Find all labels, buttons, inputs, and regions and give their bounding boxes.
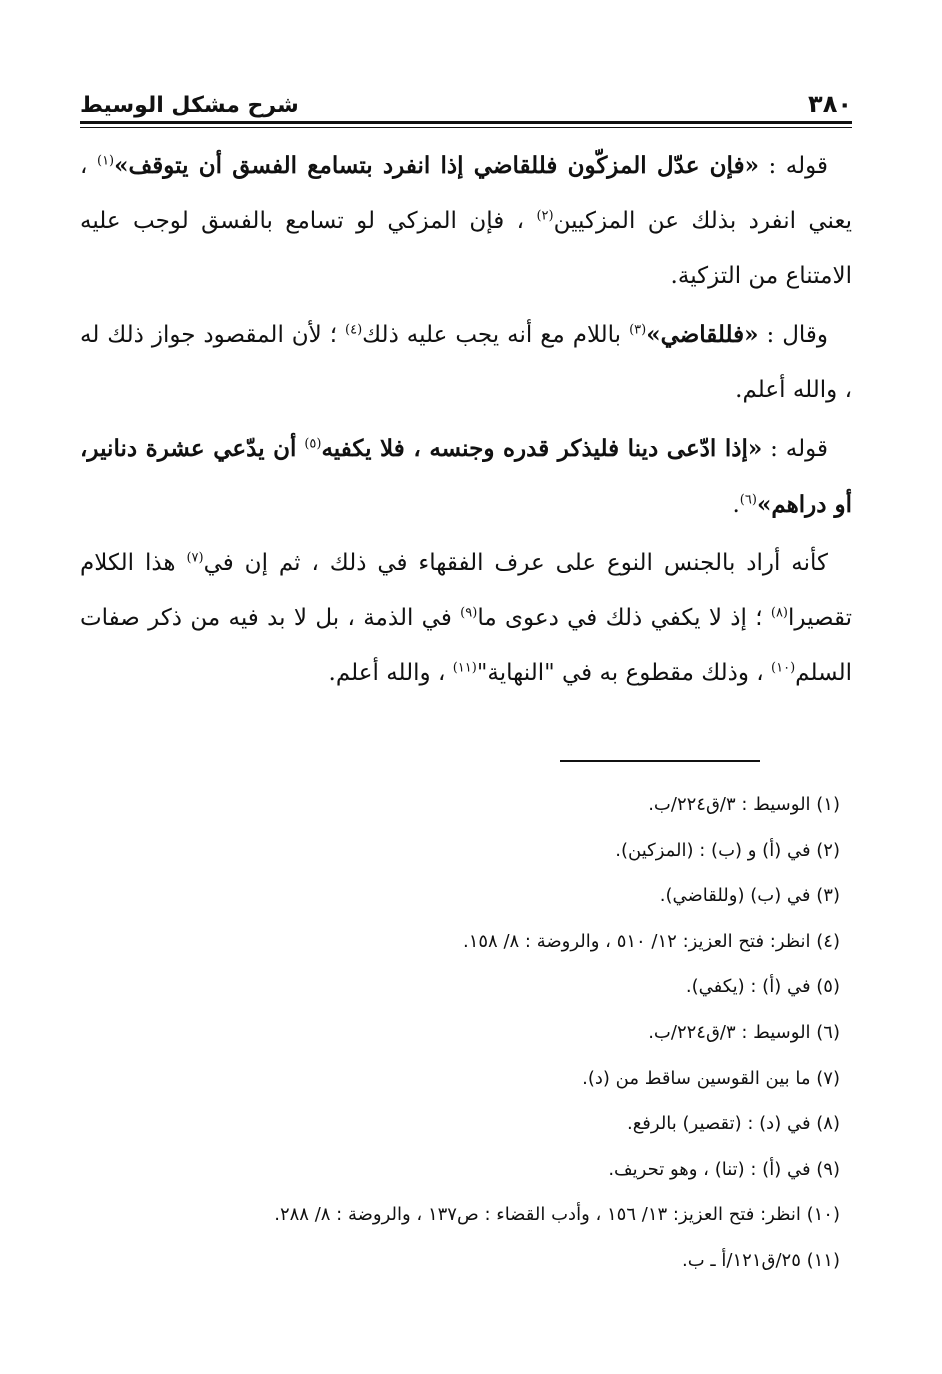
footnote-ref: (٨) xyxy=(770,605,788,621)
header-rule-thick xyxy=(80,121,852,124)
footnote-ref: (٥) xyxy=(304,436,322,452)
commentary-text: في الذمة ، بل لا بد فيه من ذكر صفات السلم xyxy=(80,605,852,686)
paragraph-1 xyxy=(80,138,852,304)
page-number: ٣٨٠ xyxy=(808,90,852,118)
footnote-6: (٦) الوسيط : ٣/ق٢٢٤/ب. xyxy=(648,1021,840,1043)
footnote-4: (٤) انظر: فتح العزيز: ١٢/ ٥١٠ ، والروضة : ٨/ ١٥٨. xyxy=(462,930,840,952)
footnote-7: (٧) ما بين القوسين ساقط من (د). xyxy=(582,1067,840,1089)
footnote-8: (٨) في (د) : (تقصير) بالرفع. xyxy=(626,1113,840,1135)
paragraph-3 xyxy=(80,421,852,533)
quoted-matn: «إذا ادّعى دينا فليذكر قدره وجنسه ، فلا يكفيه xyxy=(321,435,763,462)
footnote-ref: (١١) xyxy=(452,660,477,676)
quoted-matn: أن يدّعي عشرة دنانير، أو دراهم» xyxy=(80,435,852,518)
footnote-ref: (٩) xyxy=(460,605,478,621)
footnote-9: (٩) في (أ) : (تنا) ، وهو تحريف. xyxy=(608,1158,840,1180)
footnote-ref: (٦) xyxy=(739,492,757,508)
commentary-text: ، يعني انفرد بذلك عن المزكيين xyxy=(80,153,852,234)
lead-word: قوله : xyxy=(768,153,829,179)
commentary-text: ؛ لأن المقصود جواز ذلك له ، والله أعلم. xyxy=(80,322,852,403)
commentary-text: باللام مع أنه يجب عليه ذلك xyxy=(362,322,622,348)
footnote-ref: (١) xyxy=(96,153,115,169)
footnote-ref: (٧) xyxy=(186,550,204,566)
footnote-3: (٣) في (ب) (وللقاضي). xyxy=(659,885,840,907)
lead-word: وقال : xyxy=(766,322,829,348)
footnote-ref: (٢) xyxy=(536,208,554,224)
footnote-ref: (٣) xyxy=(629,322,647,338)
running-title: شرح مشكل الوسيط xyxy=(80,93,299,118)
commentary-text: كأنه أراد بالجنس النوع على عرف الفقهاء في ذلك ، ثم إن في xyxy=(203,550,828,576)
commentary-text: ، فإن المزكي لو تسامع بالفسق لوجب عليه الامتناع من التزكية. xyxy=(80,208,852,289)
body-text xyxy=(80,138,852,704)
commentary-text: ؛ إذ لا يكفي ذلك في دعوى ما xyxy=(477,605,763,631)
paragraph-4 xyxy=(80,536,852,701)
footnote-1: (١) الوسيط : ٣/ق٢٢٤/ب. xyxy=(648,794,840,815)
footnote-11: (١١) ٢٥/ق١٢١/أ ـ ب. xyxy=(682,1249,840,1271)
commentary-text: . xyxy=(732,492,740,518)
quoted-matn: «فللقاضي» xyxy=(646,321,759,348)
footnote-ref: (١٠) xyxy=(771,660,796,676)
lead-word: قوله : xyxy=(770,436,829,462)
footnote-2: (٢) في (أ) و (ب) : (المزكين). xyxy=(615,839,840,861)
footnote-5: (٥) في (أ) : (يكفي). xyxy=(685,976,840,998)
commentary-text: هذا الكلام تقصيرا xyxy=(80,550,853,631)
footnote-separator xyxy=(560,760,760,762)
running-header xyxy=(80,88,852,118)
paragraph-2 xyxy=(80,307,852,418)
header-rule-thin xyxy=(80,127,852,128)
commentary-text: ، وذلك مقطوع به في "النهاية" xyxy=(476,660,764,686)
footnotes xyxy=(80,782,840,1284)
quoted-matn: «فإن عدّل المزكّون فللقاضي إذا انفرد بتسامع الفسق أن يتوقف» xyxy=(114,152,759,179)
footnote-ref: (٤) xyxy=(345,322,363,338)
footnote-10: (١٠) انظر: فتح العزيز: ١٣/ ١٥٦ ، وأدب القضاء : ص١٣٧ ، والروضة : ٨/ ٢٨٨. xyxy=(274,1204,840,1226)
commentary-text: ، والله أعلم. xyxy=(328,660,446,686)
